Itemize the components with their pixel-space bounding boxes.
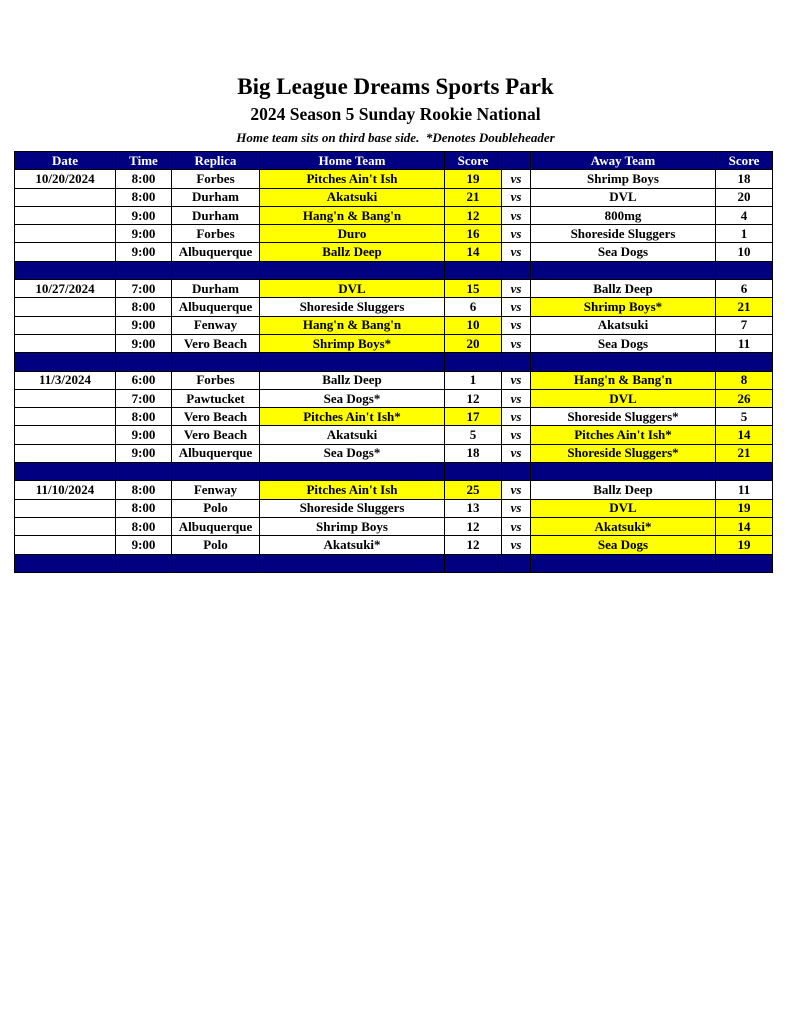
game-row [15,243,773,261]
game-row [15,298,773,316]
separator-cell [502,463,531,481]
away-score: 18 [716,170,773,188]
game-time: 9:00 [116,243,172,261]
page-title: Big League Dreams Sports Park [237,74,554,99]
separator-cell [260,261,445,279]
away-score: 19 [716,536,773,554]
home-team: Shoreside Sluggers [260,499,445,517]
game-date: 11/10/2024 [15,481,116,499]
home-score: 19 [445,170,502,188]
vs-label: vs [502,170,531,188]
home-score: 12 [445,536,502,554]
game-time: 9:00 [116,316,172,334]
game-date [15,444,116,462]
header-time: Time [116,152,172,170]
game-row [15,280,773,298]
vs-label: vs [502,536,531,554]
away-score: 5 [716,408,773,426]
home-team: Akatsuki* [260,536,445,554]
game-field: Durham [172,188,260,206]
game-field: Fenway [172,481,260,499]
game-field: Vero Beach [172,426,260,444]
away-team: Hang'n & Bang'n [531,371,716,389]
separator-cell [15,353,116,371]
home-team: DVL [260,280,445,298]
game-time: 8:00 [116,481,172,499]
home-team: Pitches Ain't Ish [260,170,445,188]
game-row [15,426,773,444]
home-team: Pitches Ain't Ish [260,481,445,499]
home-score: 21 [445,188,502,206]
vs-label: vs [502,517,531,535]
game-field: Pawtucket [172,389,260,407]
away-team: Akatsuki* [531,517,716,535]
week-separator-row [15,554,773,572]
home-team: Shrimp Boys* [260,334,445,352]
away-score: 8 [716,371,773,389]
away-team: Shoreside Sluggers* [531,444,716,462]
away-team: Sea Dogs [531,243,716,261]
away-score: 6 [716,280,773,298]
game-date [15,536,116,554]
game-time: 8:00 [116,499,172,517]
home-team: Hang'n & Bang'n [260,316,445,334]
away-team: 800mg [531,206,716,224]
week-separator-row [15,261,773,279]
game-row [15,334,773,352]
header-replica: Replica [172,152,260,170]
game-row [15,188,773,206]
game-field: Albuquerque [172,298,260,316]
separator-cell [260,554,445,572]
separator-cell [502,261,531,279]
schedule-body [15,170,773,573]
separator-cell [531,353,716,371]
separator-cell [172,261,260,279]
away-team: Shrimp Boys [531,170,716,188]
separator-cell [15,554,116,572]
vs-label: vs [502,280,531,298]
home-score: 10 [445,316,502,334]
away-score: 14 [716,517,773,535]
header-home-score: Score [445,152,502,170]
away-team: Shrimp Boys* [531,298,716,316]
game-date [15,243,116,261]
home-side-note: Home team sits on third base side. [236,130,420,145]
away-score: 7 [716,316,773,334]
away-score: 1 [716,225,773,243]
game-time: 7:00 [116,280,172,298]
vs-label: vs [502,371,531,389]
schedule-table [14,151,773,573]
away-score: 4 [716,206,773,224]
away-score: 14 [716,426,773,444]
game-row [15,536,773,554]
week-separator-row [15,463,773,481]
home-score: 12 [445,517,502,535]
game-time: 8:00 [116,170,172,188]
away-team: Ballz Deep [531,280,716,298]
game-date [15,389,116,407]
game-date [15,206,116,224]
game-row [15,444,773,462]
separator-cell [531,463,716,481]
game-time: 7:00 [116,389,172,407]
game-date: 11/3/2024 [15,371,116,389]
game-date [15,316,116,334]
separator-cell [716,261,773,279]
game-row [15,225,773,243]
home-team: Sea Dogs* [260,389,445,407]
game-time: 9:00 [116,444,172,462]
week-separator-row [15,353,773,371]
game-time: 9:00 [116,334,172,352]
game-date [15,517,116,535]
home-score: 15 [445,280,502,298]
vs-label: vs [502,225,531,243]
away-score: 19 [716,499,773,517]
game-field: Vero Beach [172,334,260,352]
vs-label: vs [502,206,531,224]
separator-cell [116,261,172,279]
game-field: Fenway [172,316,260,334]
home-score: 5 [445,426,502,444]
home-score: 16 [445,225,502,243]
away-team: Sea Dogs [531,536,716,554]
game-date [15,426,116,444]
game-field: Forbes [172,371,260,389]
game-field: Polo [172,499,260,517]
game-row [15,316,773,334]
home-score: 20 [445,334,502,352]
home-team: Pitches Ain't Ish* [260,408,445,426]
separator-cell [716,463,773,481]
game-field: Polo [172,536,260,554]
game-time: 9:00 [116,536,172,554]
separator-cell [260,353,445,371]
separator-cell [531,554,716,572]
away-team: DVL [531,188,716,206]
game-time: 9:00 [116,225,172,243]
vs-label: vs [502,188,531,206]
game-field: Vero Beach [172,408,260,426]
home-score: 18 [445,444,502,462]
game-date [15,499,116,517]
away-team: Akatsuki [531,316,716,334]
game-time: 6:00 [116,371,172,389]
home-score: 12 [445,206,502,224]
vs-label: vs [502,426,531,444]
separator-cell [531,261,716,279]
game-field: Forbes [172,170,260,188]
away-team: Shoreside Sluggers* [531,408,716,426]
separator-cell [502,353,531,371]
game-date [15,225,116,243]
separator-cell [15,463,116,481]
separator-cell [445,261,502,279]
game-date [15,334,116,352]
game-field: Durham [172,206,260,224]
vs-label: vs [502,481,531,499]
away-team: Sea Dogs [531,334,716,352]
separator-cell [502,554,531,572]
home-team: Akatsuki [260,188,445,206]
separator-cell [260,463,445,481]
separator-cell [116,463,172,481]
game-field: Forbes [172,225,260,243]
home-team: Shrimp Boys [260,517,445,535]
home-score: 6 [445,298,502,316]
away-score: 26 [716,389,773,407]
game-time: 8:00 [116,517,172,535]
game-row [15,499,773,517]
away-team: DVL [531,499,716,517]
away-team: Pitches Ain't Ish* [531,426,716,444]
game-field: Durham [172,280,260,298]
header-date: Date [15,152,116,170]
game-date: 10/20/2024 [15,170,116,188]
vs-label: vs [502,499,531,517]
separator-cell [116,353,172,371]
schedule-note [0,130,791,146]
game-time: 9:00 [116,426,172,444]
vs-label: vs [502,389,531,407]
vs-label: vs [502,316,531,334]
home-score: 14 [445,243,502,261]
doubleheader-note: *Denotes Doubleheader [425,130,555,145]
vs-label: vs [502,243,531,261]
separator-cell [172,463,260,481]
separator-cell [445,353,502,371]
game-field: Albuquerque [172,243,260,261]
game-time: 8:00 [116,408,172,426]
header-home-team: Home Team [260,152,445,170]
vs-label: vs [502,334,531,352]
game-field: Albuquerque [172,517,260,535]
separator-cell [172,554,260,572]
home-team: Duro [260,225,445,243]
game-date: 10/27/2024 [15,280,116,298]
game-row [15,408,773,426]
away-score: 21 [716,444,773,462]
home-team: Sea Dogs* [260,444,445,462]
home-team: Shoreside Sluggers [260,298,445,316]
away-score: 20 [716,188,773,206]
away-team: Shoreside Sluggers [531,225,716,243]
vs-label: vs [502,298,531,316]
home-score: 17 [445,408,502,426]
separator-cell [445,554,502,572]
game-date [15,408,116,426]
game-row [15,481,773,499]
home-score: 25 [445,481,502,499]
header-row [15,152,773,170]
vs-label: vs [502,408,531,426]
game-time: 8:00 [116,298,172,316]
away-score: 11 [716,334,773,352]
away-score: 10 [716,243,773,261]
home-score: 12 [445,389,502,407]
vs-label: vs [502,444,531,462]
away-score: 11 [716,481,773,499]
away-score: 21 [716,298,773,316]
home-score: 13 [445,499,502,517]
away-team: Ballz Deep [531,481,716,499]
game-date [15,188,116,206]
separator-cell [445,463,502,481]
home-team: Ballz Deep [260,371,445,389]
home-team: Akatsuki [260,426,445,444]
away-team: DVL [531,389,716,407]
page-subtitle: 2024 Season 5 Sunday Rookie National [250,104,541,124]
home-team: Hang'n & Bang'n [260,206,445,224]
separator-cell [116,554,172,572]
game-row [15,517,773,535]
game-date [15,298,116,316]
header-away-team: Away Team [531,152,716,170]
game-field: Albuquerque [172,444,260,462]
game-row [15,170,773,188]
game-time: 9:00 [116,206,172,224]
game-row [15,206,773,224]
separator-cell [716,554,773,572]
header-vs [502,152,531,170]
separator-cell [716,353,773,371]
separator-cell [15,261,116,279]
home-team: Ballz Deep [260,243,445,261]
home-score: 1 [445,371,502,389]
game-time: 8:00 [116,188,172,206]
header-away-score: Score [716,152,773,170]
separator-cell [172,353,260,371]
game-row [15,389,773,407]
game-row [15,371,773,389]
